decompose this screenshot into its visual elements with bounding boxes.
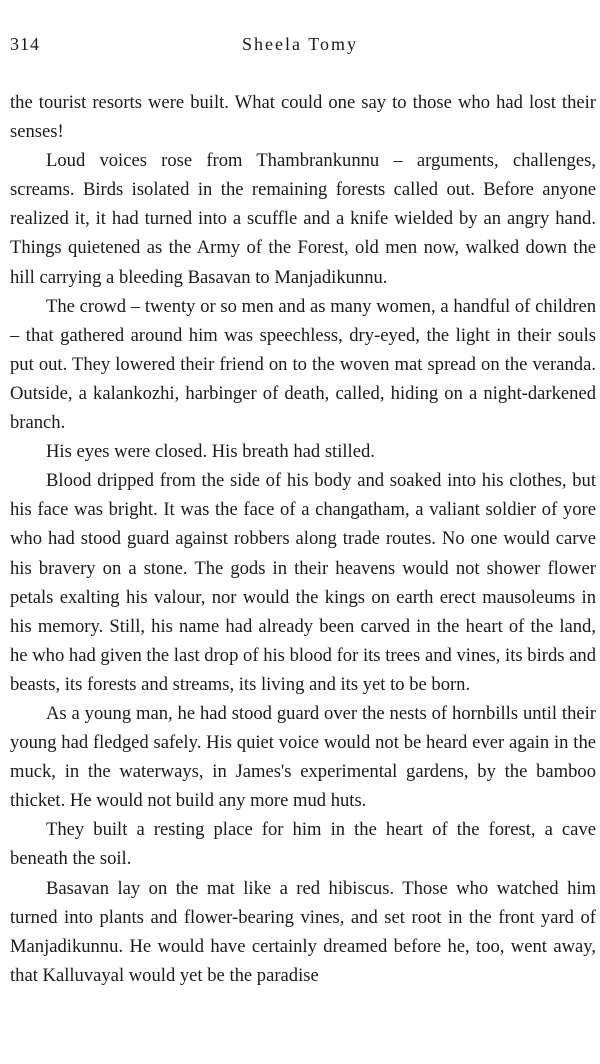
paragraph: the tourist resorts were built. What could one say to those who had lost their senses! bbox=[10, 92, 596, 143]
page-number: 314 bbox=[10, 34, 40, 54]
paragraph: They built a resting place for him in the heart of the forest, a cave beneath the soil. bbox=[10, 819, 596, 870]
paragraph: His eyes were closed. His breath had stilled. bbox=[46, 441, 375, 463]
paragraph: Loud voices rose from Thambrankunnu – arguments, challenges, screams. Birds isolated in the remaining forests called out. Before anyone realized it, it had turned into a scuffle and a knife wielded by an angry hand. Things quietened as the Army of the Forest, old men now, walked down the hill carrying a bleeding Basavan to Manjadikunnu. bbox=[10, 150, 596, 288]
paragraph: Basavan lay on the mat like a red hibiscus. Those who watched him turned into plants and flower-bearing vines, and set root in the front yard of Manjadikunnu. He would have certainly dreamed before he, too, went away, that Kalluvayal would yet be the paradise bbox=[10, 877, 596, 986]
running-head bbox=[0, 34, 600, 64]
body-text bbox=[10, 88, 596, 990]
paragraph: As a young man, he had stood guard over the nests of hornbills until their young had fledged safely. His quiet voice would not be heard ever again in the muck, in the waterways, in James's experimental gardens, by the bamboo thicket. He would not build any more mud huts. bbox=[10, 702, 596, 812]
running-title: Sheela Tomy bbox=[242, 34, 358, 54]
paragraph: The crowd – twenty or so men and as many women, a handful of children – that gathered around him was speechless, dry-eyed, the light in their souls put out. They lowered their friend on to the woven mat spread on the veranda. Outside, a kalankozhi, harbinger of death, called, hiding on a night-darkened branch. bbox=[10, 295, 596, 434]
paragraph: Blood dripped from the side of his body and soaked into his clothes, but his face was bright. It was the face of a changatham, a valiant soldier of yore who had stood guard against robbers along trade routes. No one would carve his bravery on a stone. The gods in their heavens would not shower flower petals exalting his valour, nor would the kings on earth erect mausoleums in his memory. Still, his name had already been carved in the heart of the land, he who had given the last drop of his blood for its trees and vines, its birds and beasts, its forests and streams, its living and its yet to be born. bbox=[10, 470, 596, 695]
